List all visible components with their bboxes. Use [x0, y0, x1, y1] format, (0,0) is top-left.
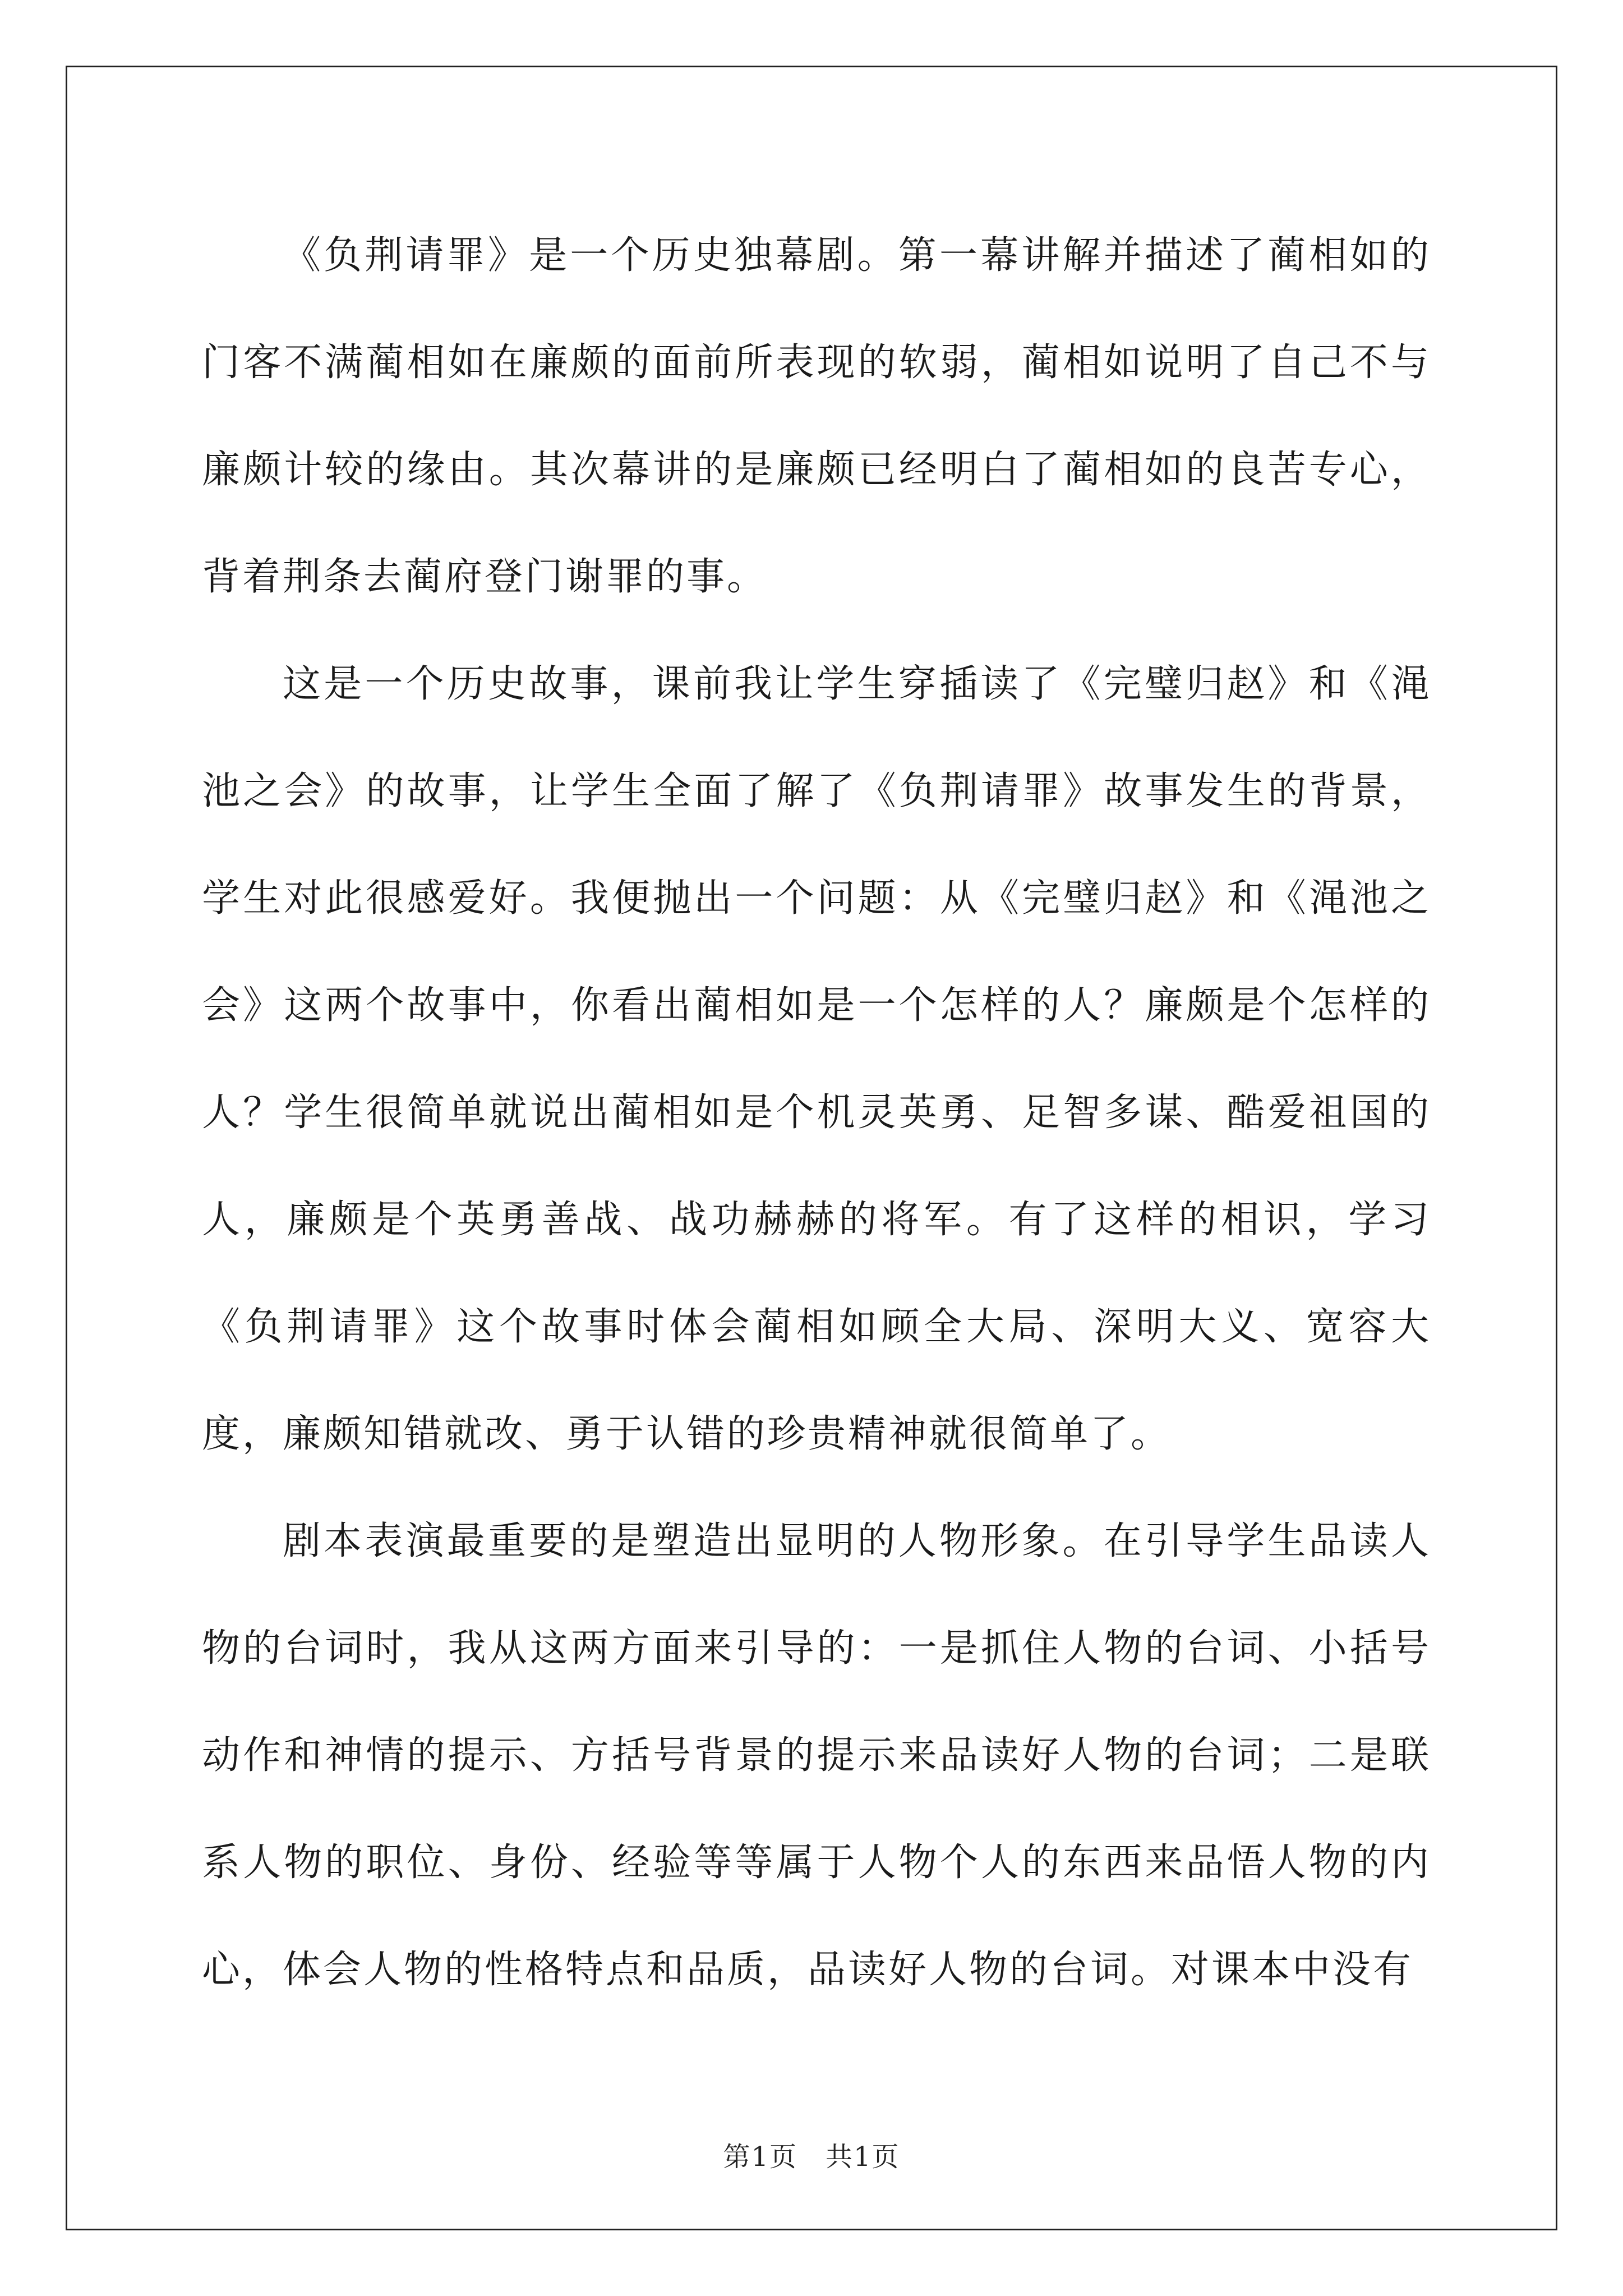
paragraph-3: 剧本表演最重要的是塑造出显明的人物形象。在引导学生品读人物的台词时，我从这两方面来引导的：一是抓住人物的台词、小括号动作和神情的提示、方括号背景的提示来品读好人物的台词；二是联系人物的职位、身份、经验等等属于人物个人的东西来品悟人物的内心，体会人物的性格特点和品质，品读好人物的台词。对课本中没有	[202, 1519, 1431, 1992]
page-number-footer: 第1页 共1页	[723, 2141, 900, 2173]
paragraph-1: 《负荆请罪》是一个历史独幕剧。第一幕讲解并描述了蔺相如的门客不满蔺相如在廉颇的面前所表现的软弱，蔺相如说明了自己不与廉颇计较的缘由。其次幕讲的是廉颇已经明白了蔺相如的良苦专心，背着荆条去蔺府登门谢罪的事。	[202, 233, 1431, 599]
paragraph-2: 这是一个历史故事，课前我让学生穿插读了《完璧归赵》和《渑池之会》的故事，让学生全面了解了《负荆请罪》故事发生的背景，学生对此很感爱好。我便抛出一个问题：从《完璧归赵》和《渑池之会》这两个故事中，你看出蔺相如是一个怎样的人？廉颇是个怎样的人？学生很简单就说出蔺相如是个机灵英勇、足智多谋、酷爱祖国的人，廉颇是个英勇善战、战功赫赫的将军。有了这样的相识，学习《负荆请罪》这个故事时体会蔺相如顾全大局、深明大义、宽容大度，廉颇知错就改、勇于认错的珍贵精神就很简单了。	[202, 662, 1431, 1456]
document-body	[202, 202, 1431, 2023]
